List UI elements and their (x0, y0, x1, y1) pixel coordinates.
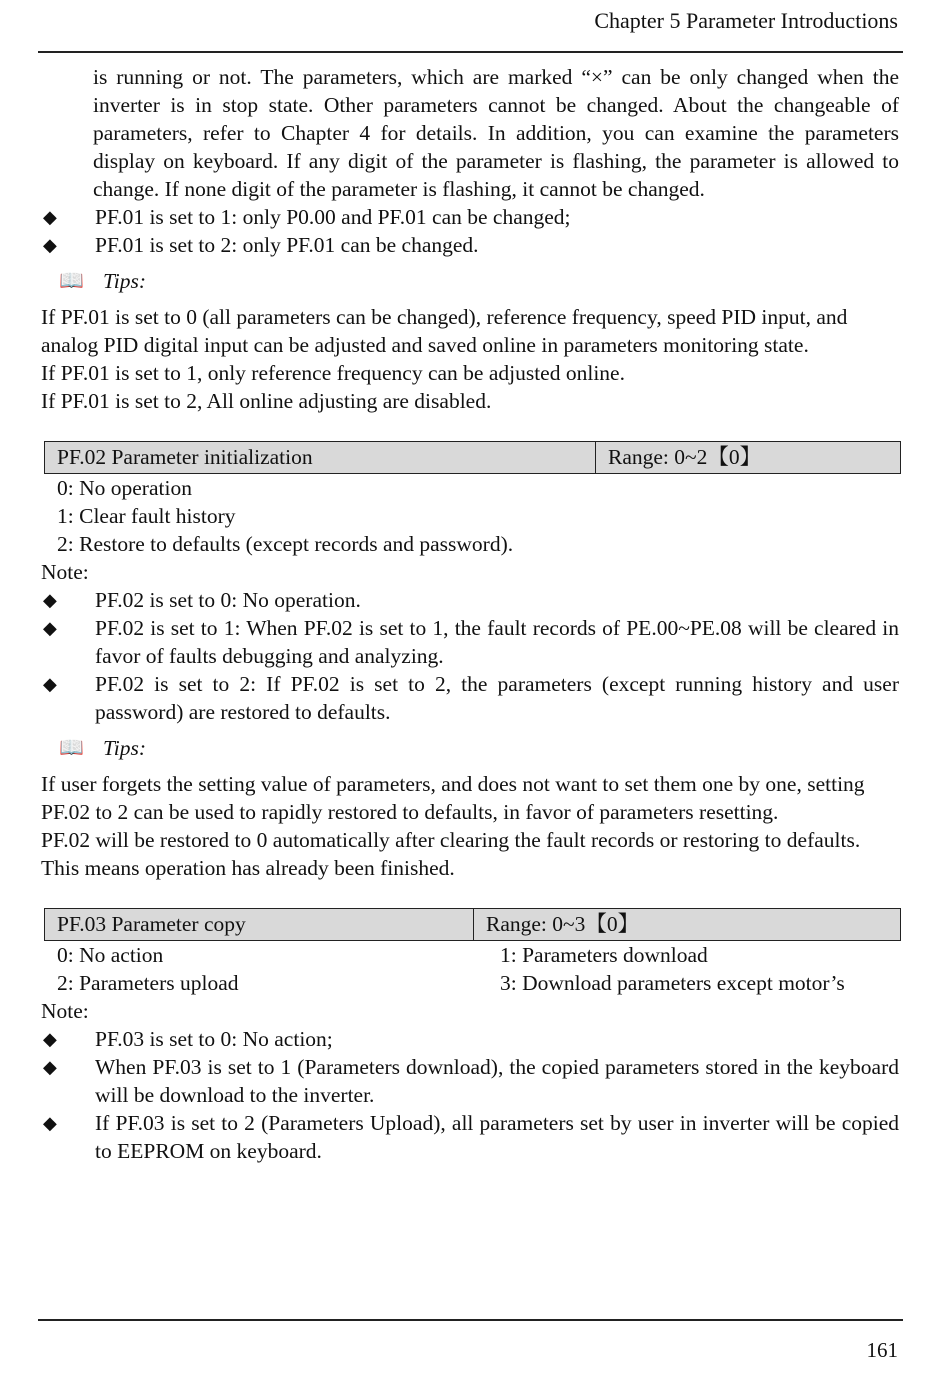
note-label: Note: (41, 999, 89, 1023)
header-rule (38, 51, 903, 53)
option-item: 1: Clear fault history (57, 504, 236, 528)
diamond-icon: ◆ (43, 1029, 57, 1049)
note-label: Note: (41, 560, 89, 584)
pf02-parameter-table (44, 441, 901, 474)
page-number: 161 (866, 1338, 898, 1362)
parameter-name: PF.02 Parameter initialization (57, 445, 313, 469)
footer-rule (38, 1319, 903, 1321)
diamond-icon: ◆ (43, 674, 57, 694)
book-icon: 📖 (59, 270, 84, 292)
tips-text: If PF.01 is set to 1, only reference frequency can be adjusted online. (41, 361, 625, 385)
list-item: ◆ PF.02 is set to 1: When PF.02 is set to 1, the fault records of PE.00~PE.08 will be cleared in favor of faults debugging and analyzing. (43, 616, 899, 668)
option-row: 0: No action 1: Parameters download (57, 943, 708, 967)
list-item: ◆ PF.03 is set to 0: No action; (43, 1027, 333, 1051)
tips-text: PF.02 will be restored to 0 automatically after clearing the fault records or restoring to defaults. This means operation has already been finished. (41, 828, 861, 880)
book-icon: 📖 (59, 737, 84, 759)
page-content (41, 63, 899, 1165)
diamond-icon: ◆ (43, 1057, 57, 1077)
diamond-icon: ◆ (43, 1113, 57, 1133)
diamond-icon: ◆ (43, 590, 57, 610)
parameter-name: PF.03 Parameter copy (57, 912, 246, 936)
diamond-icon: ◆ (43, 207, 57, 227)
list-item: ◆ When PF.03 is set to 1 (Parameters download), the copied parameters stored in the keyboard will be download to the inverter. (43, 1055, 899, 1107)
option-row: 2: Parameters upload 3: Download parameters except motor’s (57, 971, 845, 995)
chapter-header: Chapter 5 Parameter Introductions (594, 8, 898, 33)
diamond-icon: ◆ (43, 618, 57, 638)
tips-text: If user forgets the setting value of parameters, and does not want to set them one by one, setting PF.02 to 2 can be used to rapidly restored to defaults, in favor of parameters resetting. (41, 772, 865, 824)
option-item: 0: No operation (57, 476, 192, 500)
tips-text: If PF.01 is set to 2, All online adjusting are disabled. (41, 389, 492, 413)
parameter-range: Range: 0~3【0】 (473, 909, 900, 940)
tips-heading: 📖 Tips: (59, 736, 147, 760)
tips-heading: 📖 Tips: (59, 269, 147, 293)
option-item: 2: Restore to defaults (except records and password). (57, 532, 514, 556)
list-item: ◆ PF.01 is set to 2: only PF.01 can be changed. (43, 233, 479, 257)
list-item: ◆ PF.02 is set to 0: No operation. (43, 588, 361, 612)
list-item: ◆ PF.02 is set to 2: If PF.02 is set to 2, the parameters (except running history and user password) are restored to defaults. (43, 672, 899, 724)
list-item: ◆ If PF.03 is set to 2 (Parameters Upload), all parameters set by user in inverter will be copied to EEPROM on keyboard. (43, 1111, 899, 1163)
intro-paragraph: is running or not. The parameters, which are marked “×” can be only changed when the inverter is in stop state. Other parameters cannot be changed. About the changeable of parameters, refer to Chapter 4 for details. In addition, you can examine the parameters display on keyboard. If any digit of the parameter is flashing, the parameter is allowed to change. If none digit of the parameter is flashing, it cannot be changed. (93, 65, 899, 201)
list-item: ◆ PF.01 is set to 1: only P0.00 and PF.01 can be changed; (43, 205, 571, 229)
pf03-parameter-table (44, 908, 901, 941)
tips-text: If PF.01 is set to 0 (all parameters can be changed), reference frequency, speed PID input, and analog PID digital input can be adjusted and saved online in parameters monitoring state. (41, 305, 848, 357)
parameter-range: Range: 0~2【0】 (595, 442, 900, 473)
diamond-icon: ◆ (43, 235, 57, 255)
